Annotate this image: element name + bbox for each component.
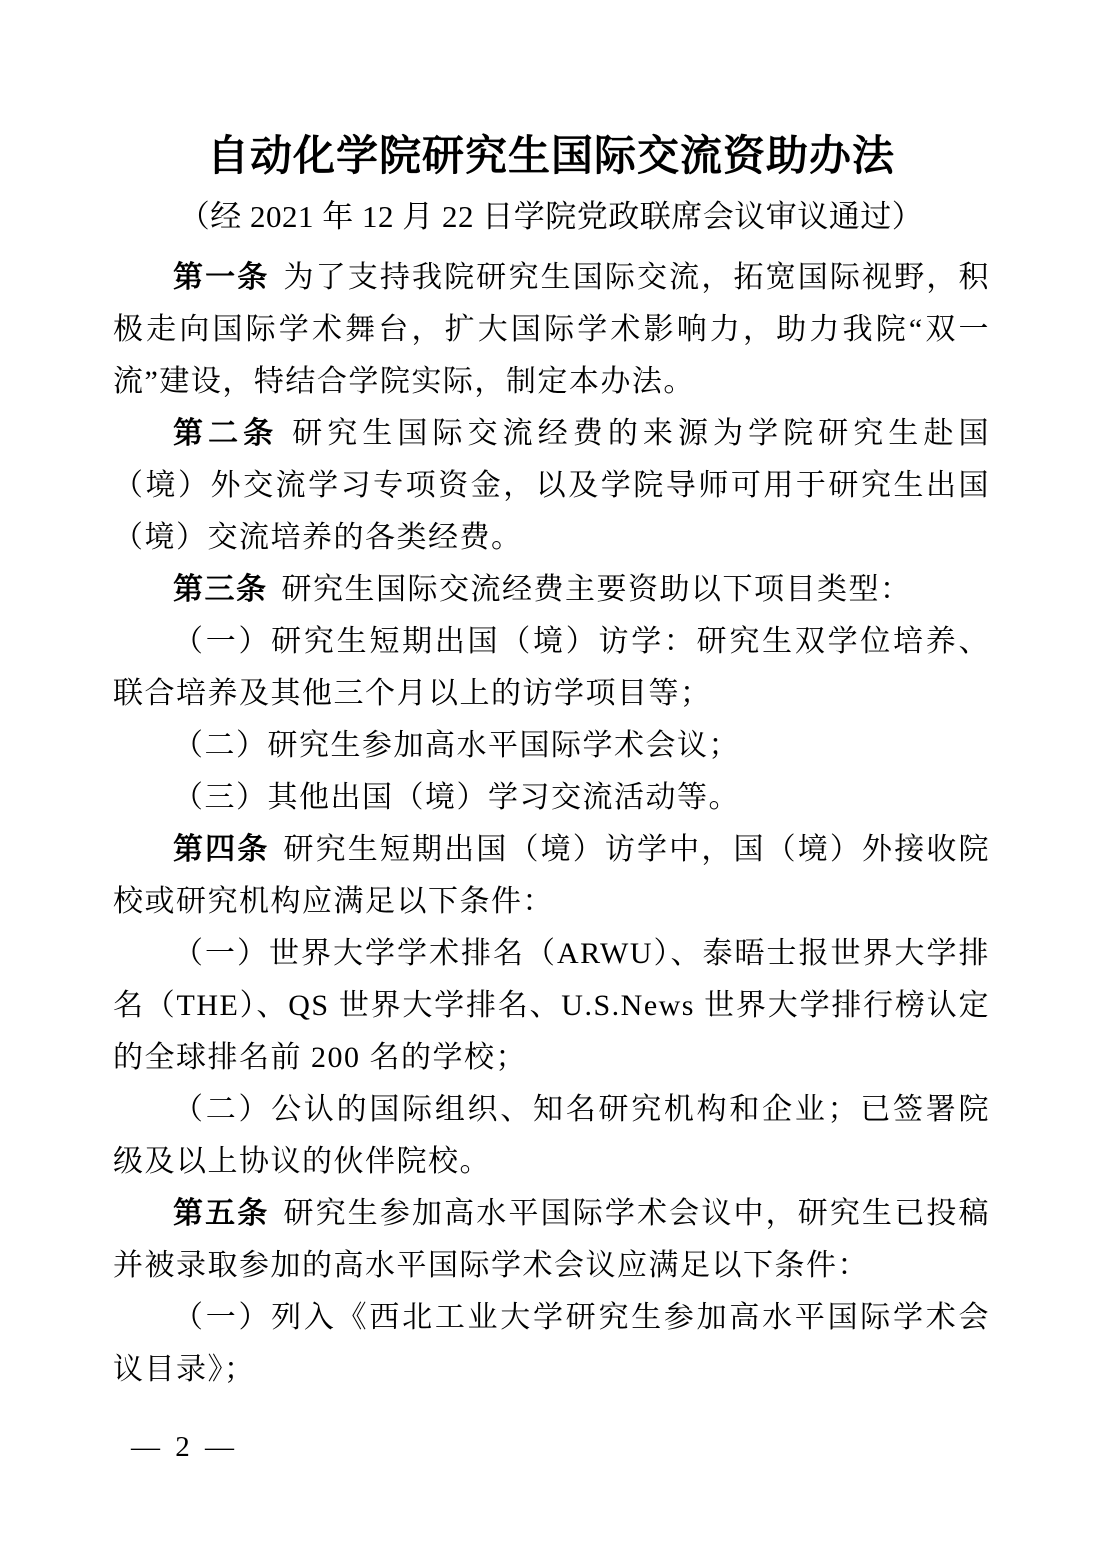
article-text: （二）研究生参加高水平国际学术会议； xyxy=(173,729,740,762)
article-label: 第二条 xyxy=(173,417,279,450)
article-text: （二）公认的国际组织、知名研究机构和企业；已签署院级及以上协议的伙伴院校。 xyxy=(113,1093,990,1178)
article-paragraph xyxy=(113,1188,990,1292)
page-number: — 2 — xyxy=(131,1431,238,1463)
article-text: （三）其他出国（境）学习交流活动等。 xyxy=(173,781,740,814)
article-text: 研究生国际交流经费的来源为学院研究生赴国（境）外交流学习专项资金，以及学院导师可用于研究生出国（境）交流培养的各类经费。 xyxy=(113,417,991,554)
document-subtitle: （经 2021 年 12 月 22 日学院党政联席会议审议通过） xyxy=(178,199,924,234)
article-label: 第一条 xyxy=(173,261,270,294)
article-paragraph xyxy=(113,252,990,408)
document-title: 自动化学院研究生国际交流资助办法 xyxy=(206,132,895,179)
article-label: 第三条 xyxy=(173,573,268,606)
article-subitem-paragraph xyxy=(113,1292,990,1396)
article-paragraph xyxy=(113,564,990,616)
article-text: 为了支持我院研究生国际交流，拓宽国际视野，积极走向国际学术舞台，扩大国际学术影响力，助力我院“双一流”建设，特结合学院实际，制定本办法。 xyxy=(113,261,990,398)
article-subitem-paragraph xyxy=(113,928,990,1084)
article-subitem-paragraph xyxy=(113,772,990,824)
article-subitem-paragraph xyxy=(113,616,990,720)
article-text: （一）世界大学学术排名（ARWU）、泰晤士报世界大学排名（THE）、QS 世界大学排名、U.S.News 世界大学排行榜认定的全球排名前 200 名的学校； xyxy=(113,937,990,1074)
article-paragraph xyxy=(113,408,990,564)
article-text: 研究生参加高水平国际学术会议中，研究生已投稿并被录取参加的高水平国际学术会议应满足以下条件： xyxy=(113,1197,990,1282)
article-subitem-paragraph xyxy=(113,1084,990,1188)
article-paragraph xyxy=(113,824,990,928)
article-text: 研究生国际交流经费主要资助以下项目类型： xyxy=(281,573,912,606)
article-text: （一）列入《西北工业大学研究生参加高水平国际学术会议目录》； xyxy=(113,1301,990,1386)
article-text: 研究生短期出国（境）访学中，国（境）外接收院校或研究机构应满足以下条件： xyxy=(113,833,990,918)
article-label: 第五条 xyxy=(173,1197,270,1230)
article-subitem-paragraph xyxy=(113,720,990,772)
document-body xyxy=(113,252,990,1396)
article-text: （一）研究生短期出国（境）访学：研究生双学位培养、联合培养及其他三个月以上的访学项目等； xyxy=(113,625,990,710)
article-label: 第四条 xyxy=(173,833,270,866)
